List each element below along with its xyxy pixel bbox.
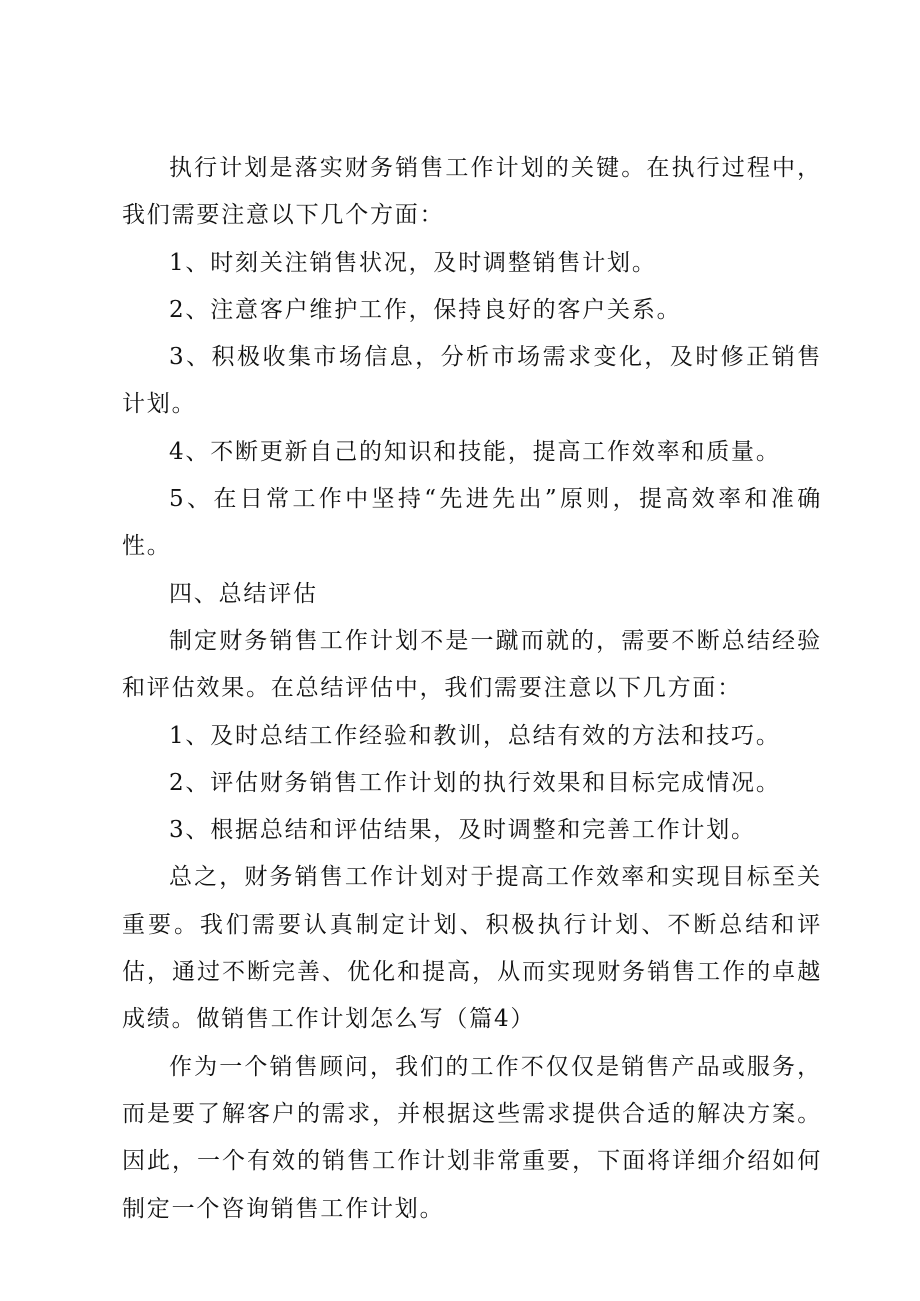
list-item-execution-1: 1、时刻关注销售状况，及时调整销售计划。 [169, 249, 657, 276]
list-item-execution-4: 4、不断更新自己的知识和技能，提高工作效率和质量。 [169, 438, 781, 465]
list-item-summary-2: 2、评估财务销售工作计划的执行效果和目标完成情况。 [169, 769, 781, 796]
paragraph-consultant-intro: 作为一个销售顾问，我们的工作不仅仅是销售产品或服务，而是要了解客户的需求，并根据这些需求提供合适的解决方案。因此，一个有效的销售工作计划非常重要，下面将详细介绍如何制定一个咨询销售工作计划。 [122, 1053, 822, 1222]
section-heading-summary: 四、总结评估 [169, 580, 318, 607]
document-body [122, 145, 822, 1233]
list-item-execution-2: 2、注意客户维护工作，保持良好的客户关系。 [169, 296, 682, 323]
paragraph-execution-intro: 执行计划是落实财务销售工作计划的关键。在执行过程中，我们需要注意以下几个方面： [122, 155, 822, 229]
paragraph-summary-intro: 制定财务销售工作计划不是一蹴而就的，需要不断总结经验和评估效果。在总结评估中，我们需要注意以下几方面： [122, 627, 822, 702]
list-item-summary-3: 3、根据总结和评估结果，及时调整和完善工作计划。 [169, 817, 756, 844]
list-item-summary-1: 1、及时总结工作经验和教训，总结有效的方法和技巧。 [169, 722, 781, 749]
paragraph-conclusion: 总之，财务销售工作计划对于提高工作效率和实现目标至关重要。我们需要认真制定计划、积极执行计划、不断总结和评估，通过不断完善、优化和提高，从而实现财务销售工作的卓越成绩。做销售工作计划怎么写（篇4） [122, 864, 822, 1033]
list-item-execution-3: 3、积极收集市场信息，分析市场需求变化，及时修正销售计划。 [122, 344, 822, 418]
list-item-execution-5: 5、在日常工作中坚持“先进先出”原则，提高效率和准确性。 [122, 486, 822, 560]
